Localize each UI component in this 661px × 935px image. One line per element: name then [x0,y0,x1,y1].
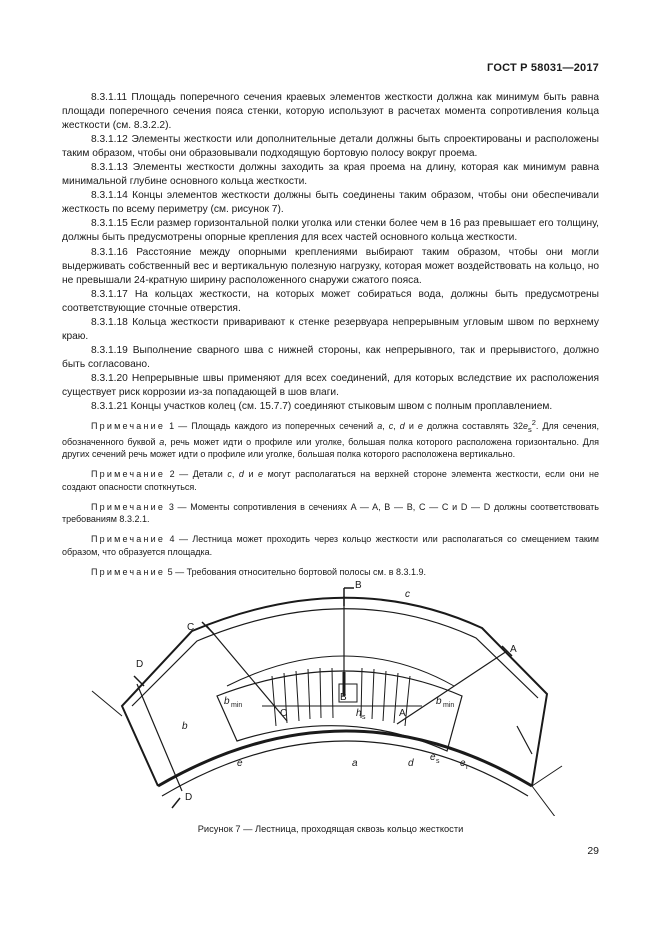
svg-text:a: a [352,758,358,769]
paragraph-8-3-1-19: 8.3.1.19 Выполнение сварного шва с нижней стороны, как непрерывного, так и прерывистого, должно быть согласовано. [62,344,599,370]
svg-text:e: e [237,758,243,769]
svg-text:D: D [136,659,144,670]
note-label: Примечание [91,421,166,432]
svg-text:e: e [430,752,436,763]
paragraph-8-3-1-15: 8.3.1.15 Если размер горизонтальной полки уголка или стенки более чем в 16 раз превышает его толщину, должны быть предусмотрены опорные крепления для всех частей основного кольца жесткости. [62,218,599,244]
note-1: Примечание 1 — Площадь каждого из поперечных сечений a, c, d и e должна составлять $32e_s^2$. Для сечения, обозначенного буквой a, речь может идти о профиле или уголке, большая полка которого расположена горизонтально. Для других сечений речь может идти о профиле или уголке, большая полка которого расположена вертикально. [62,418,600,460]
ladder-opening [217,656,462,751]
note-5: Примечание 5 — Требования относительно бортовой полосы см. в 8.3.1.9. [91,566,427,577]
paragraph-8-3-1-14: 8.3.1.14 Концы элементов жесткости должны быть соединены таким образом, чтобы они обеспечивали жесткость по всему периметру (см. рисунок 7). [62,190,599,216]
stiffening-ring-outline [92,598,562,816]
note-2: Примечание 2 — Детали c, d и e могут располагаться на верхней стороне элемента жесткости, если они не создают опасности споткнуться. [62,469,599,492]
svg-text:C: C [187,622,195,633]
body-text [62,91,599,578]
svg-text:c: c [405,589,410,600]
figure-labels [136,580,517,803]
section-arrows [134,588,512,808]
svg-text:s: s [436,758,440,765]
paragraph-8-3-1-12: 8.3.1.12 Элементы жесткости или дополнительные детали должны быть спроектированы и расположены таким образом, чтобы они образовывали подходящую бортовую полосу вокруг проема. [62,134,599,160]
svg-text:h: h [356,708,362,719]
figure-7-ladder-diagram [62,576,582,816]
paragraph-8-3-1-11: 8.3.1.11 Площадь поперечного сечения краевых элементов жесткости должна как минимум быть равна площади поперечного сечения пояса стенки, которую используют в расчетах момента сопротивления кольца жесткости (см. 8.3.2.2). [62,92,599,132]
svg-text:r: r [466,764,469,771]
svg-text:min: min [231,702,243,709]
note-3: Примечание 3 — Моменты сопротивления в сечениях A — A, B — B, C — C и D — D должны соответствовать требованиям 8.3.2.1. [62,501,599,525]
note-4: Примечание 4 — Лестница может проходить через кольцо жесткости или располагаться со смещением таким образом, что образуется площадка. [62,534,599,557]
svg-text:b: b [436,696,442,707]
svg-text:min: min [443,702,455,709]
paragraph-8-3-1-16: 8.3.1.16 Расстояние между опорными креплениями выбирают таким образом, чтобы они могли выдерживать собственный вес и вертикальную полезную нагрузку, которая может воздействовать на кольцо, но не превышали 24-кратную ширину расположенного снаружи сжатого пояса. [62,246,599,286]
figure-caption: Рисунок 7 — Лестница, проходящая сквозь кольцо жесткости [197,824,464,834]
svg-text:b: b [182,721,188,732]
paragraph-8-3-1-17: 8.3.1.17 На кольцах жесткости, на которых может собираться вода, должны быть предусмотрены соответствующие сточные отверстия. [62,288,599,314]
svg-text:A: A [399,708,406,719]
svg-text:B: B [355,580,362,591]
svg-text:s: s [362,714,366,721]
svg-text:B: B [340,692,347,703]
svg-text:C: C [280,708,288,719]
paragraph-8-3-1-13: 8.3.1.13 Элементы жесткости должны заходить за края проема на длину, которая как минимум равна минимальной глубине основного кольца жесткости. [62,162,599,188]
svg-text:e: e [460,758,466,769]
section-lines [137,596,532,791]
svg-text:A: A [510,644,517,655]
paragraph-8-3-1-20: 8.3.1.20 Непрерывные швы применяют для всех соединений, для которых вследствие их расположения существует риск коррозии из-за попадающей в шов влаги. [62,372,599,398]
document-header: ГОСТ Р 58031—2017 [487,62,599,74]
svg-text:d: d [408,758,414,769]
svg-text:D: D [185,792,193,803]
paragraph-8-3-1-18: 8.3.1.18 Кольца жесткости приваривают к стенке резервуара непрерывным угловым швом по верхнему краю. [62,316,599,342]
svg-text:b: b [224,696,230,707]
page-number: 29 [587,845,599,857]
paragraph-8-3-1-21: 8.3.1.21 Концы участков колец (см. 15.7.7) соединяют стыковым швом с полным проплавлением. [91,401,553,413]
